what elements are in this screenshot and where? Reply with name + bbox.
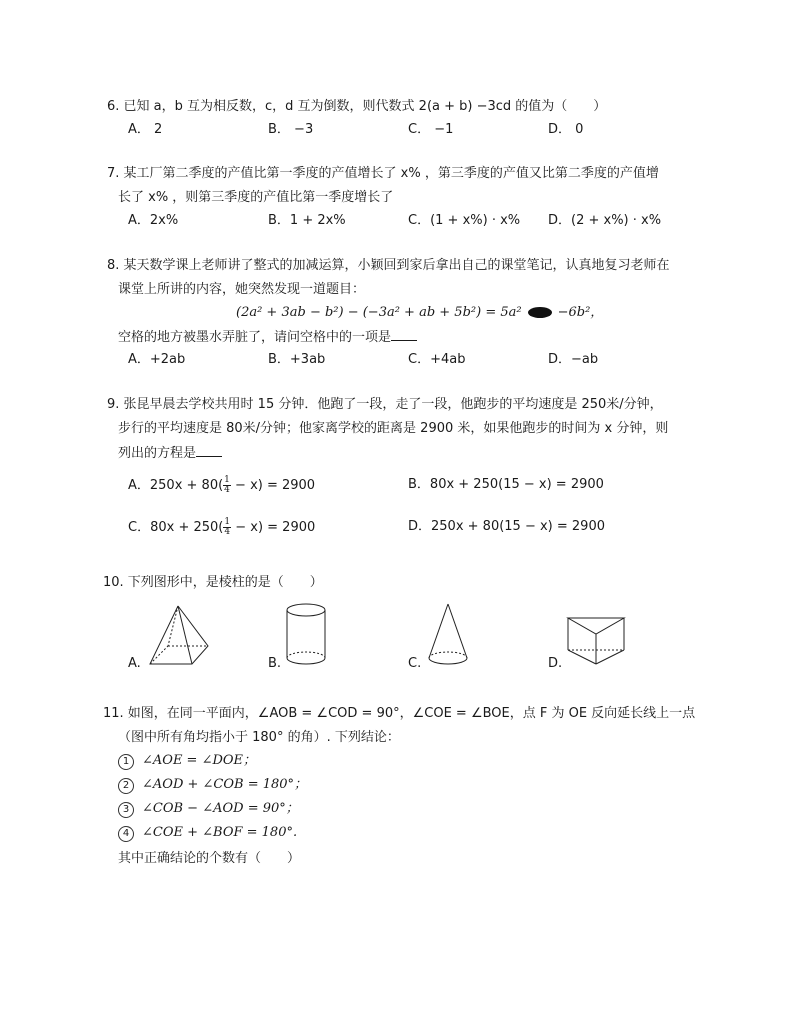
circled-number: 1 [118, 754, 134, 770]
q11-line1: 11. 如图，在同一平面内，∠AOB = ∠COD = 90°，∠COE = ∠BOE，点 F 为 OE 反向延长线上一点 [103, 706, 696, 721]
q8-option-d: D．−ab [548, 352, 599, 367]
q8-line1: 8. 某天数学课上老师讲了整式的加减运算，小颖回到家后拿出自己的课堂笔记，认真地复习老师在 [107, 258, 670, 273]
q8-formula [236, 304, 603, 322]
q9-option-a-pre: A．250x + 80( [128, 478, 224, 493]
q9-option-c [128, 518, 315, 537]
q10-stem: 10. 下列图形中，是棱柱的是（ ） [103, 575, 323, 590]
q9-option-a [128, 476, 315, 495]
q10-label-b: B. [268, 656, 282, 671]
q6-option-b: B． −3 [268, 122, 314, 137]
q11-item-4-text: ∠COE + ∠BOF = 180°. [142, 825, 298, 840]
fraction-denominator: 4 [224, 527, 231, 537]
q11-item-2 [118, 776, 307, 794]
circled-number: 3 [118, 802, 134, 818]
q8-line2: 课堂上所讲的内容，她突然发现一道题目： [118, 282, 366, 297]
q11-item-1 [118, 752, 256, 770]
q6-stem: 6. 已知 a，b 互为相反数，c，d 互为倒数，则代数式 2(a + b) −3cd 的值为（ ） [107, 99, 607, 114]
fraction-numerator: 1 [224, 475, 230, 485]
q6-option-a: A． 2 [128, 122, 163, 137]
q8-option-a: A．+2ab [128, 352, 186, 367]
cone-figure [426, 602, 470, 668]
q11-line2: （图中所有角均指小于 180° 的角）. 下列结论： [118, 730, 400, 745]
q7-line2: 长了 x% ，则第三季度的产值比第一季度增长了 [118, 190, 394, 205]
q11-item-3 [118, 800, 299, 818]
q8-line3 [118, 328, 417, 347]
answer-blank [391, 328, 417, 341]
q8-formula-right: −6b²， [557, 305, 604, 320]
fraction-numerator: 1 [224, 517, 231, 527]
pyramid-figure [148, 604, 212, 668]
prism-figure [566, 610, 628, 668]
q9-option-b: B．80x + 250(15 − x) = 2900 [408, 477, 604, 492]
q10-label-d: D. [548, 656, 563, 671]
ink-blot [528, 307, 552, 318]
q7-line1: 7. 某工厂第二季度的产值比第一季度的产值增长了 x% ，第三季度的产值又比第二季度的产值增 [107, 166, 659, 181]
q7-option-b: B．1 + 2x% [268, 213, 346, 228]
q9-option-c-pre: C．80x + 250( [128, 520, 224, 535]
fraction [223, 518, 231, 537]
q7-option-a: A．2x% [128, 213, 179, 228]
q11-item-4 [118, 824, 297, 842]
q9-line1: 9. 张昆早晨去学校共用时 15 分钟．他跑了一段，走了一段，他跑步的平均速度是 250米/分钟， [107, 397, 663, 412]
fraction [223, 476, 231, 495]
cylinder-figure [284, 602, 328, 668]
circled-number: 4 [118, 826, 134, 842]
q9-line3-text: 列出的方程是 [118, 446, 197, 461]
q6-option-c: C． −1 [408, 122, 454, 137]
q8-option-b: B．+3ab [268, 352, 326, 367]
q8-option-c: C．+4ab [408, 352, 466, 367]
q8-line3-text: 空格的地方被墨水弄脏了，请问空格中的一项是 [118, 330, 392, 345]
q9-option-c-post: − x) = 2900 [231, 520, 316, 535]
q8-formula-left: (2a² + 3ab − b²) − (−3a² + ab + 5b²) = 5a² [236, 305, 522, 320]
circled-number: 2 [118, 778, 134, 794]
fraction-denominator: 4 [224, 485, 230, 495]
q11-item-1-text: ∠AOE = ∠DOE； [142, 753, 257, 768]
q11-closing: 其中正确结论的个数有（ ） [118, 851, 301, 866]
q10-label-a: A. [128, 656, 141, 671]
q9-option-d: D．250x + 80(15 − x) = 2900 [408, 519, 605, 534]
q10-label-c: C. [408, 656, 422, 671]
q7-option-c: C．(1 + x%) · x% [408, 213, 521, 228]
q9-line2: 步行的平均速度是 80米/分钟；他家离学校的距离是 2900 米，如果他跑步的时间为 x 分钟，则 [118, 421, 669, 436]
q9-line3 [118, 444, 222, 463]
q11-item-3-text: ∠COB − ∠AOD = 90°； [142, 801, 299, 816]
q9-option-a-post: − x) = 2900 [230, 478, 316, 493]
answer-blank [196, 444, 222, 457]
q6-option-d: D． 0 [548, 122, 584, 137]
q11-item-2-text: ∠AOD + ∠COB = 180°； [142, 777, 308, 792]
q7-option-d: D．(2 + x%) · x% [548, 213, 662, 228]
